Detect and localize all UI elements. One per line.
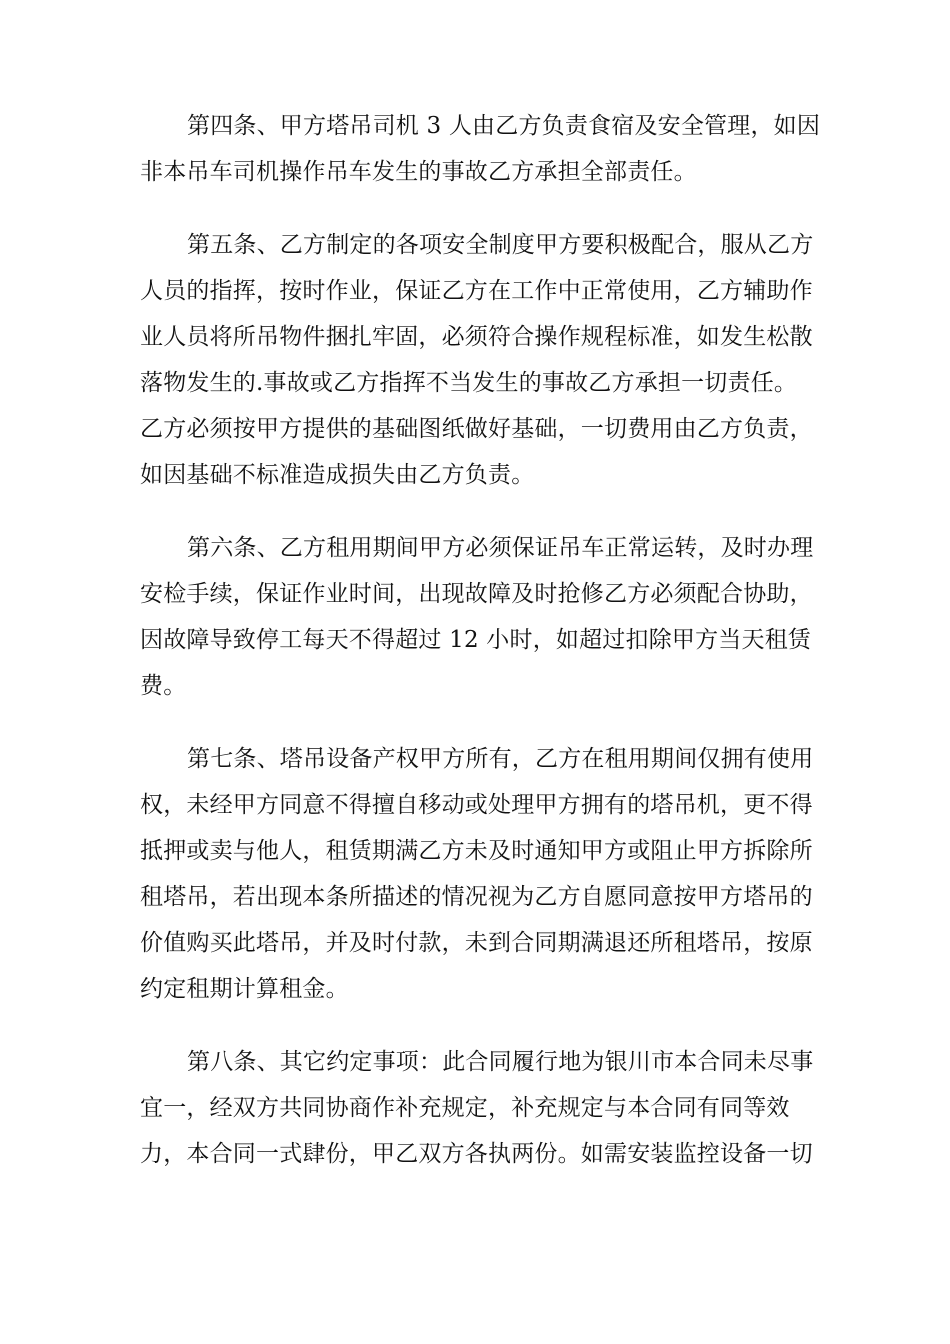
- paragraph-line: 约定租期计算租金。: [140, 976, 349, 1002]
- paragraph-line: 第五条、乙方制定的各项安全制度甲方要积极配合，服从乙方: [187, 232, 814, 258]
- paragraph-article-7: [140, 736, 830, 1012]
- paragraph-article-8: [140, 1039, 830, 1177]
- paragraph-article-6: [140, 525, 830, 709]
- paragraph-line: 第四条、甲方塔吊司机 3 人由乙方负责食宿及安全管理，如因: [187, 113, 821, 139]
- paragraph-line: 乙方必须按甲方提供的基础图纸做好基础，一切费用由乙方负责，: [140, 416, 813, 442]
- paragraph-line: 第八条、其它约定事项：此合同履行地为银川市本合同未尽事: [187, 1049, 814, 1075]
- paragraph-line: 第七条、塔吊设备产权甲方所有，乙方在租用期间仅拥有使用: [187, 746, 814, 772]
- paragraph-line: 人员的指挥，按时作业，保证乙方在工作中正常使用，乙方辅助作: [140, 278, 813, 304]
- paragraph-line: 如因基础不标准造成损失由乙方负责。: [140, 462, 535, 488]
- paragraph-line: 权，未经甲方同意不得擅自移动或处理甲方拥有的塔吊机，更不得: [140, 792, 813, 818]
- paragraph-line: 第六条、乙方租用期间甲方必须保证吊车正常运转，及时办理: [187, 535, 814, 561]
- paragraph-line: 业人员将所吊物件捆扎牢固，必须符合操作规程标准，如发生松散: [140, 324, 813, 350]
- paragraph-line: 价值购买此塔吊，并及时付款，未到合同期满退还所租塔吊，按原: [140, 930, 813, 956]
- paragraph-article-4: [140, 103, 830, 195]
- paragraph-line: 安检手续，保证作业时间，出现故障及时抢修乙方必须配合协助，: [140, 581, 813, 607]
- document-body: [140, 103, 830, 1204]
- paragraph-article-5: [140, 222, 830, 498]
- paragraph-line: 租塔吊，若出现本条所描述的情况视为乙方自愿同意按甲方塔吊的: [140, 884, 813, 910]
- paragraph-line: 落物发生的.事故或乙方指挥不当发生的事故乙方承担一切责任。: [140, 370, 798, 396]
- paragraph-line: 抵押或卖与他人，租赁期满乙方未及时通知甲方或阻止甲方拆除所: [140, 838, 813, 864]
- paragraph-line: 力，本合同一式肆份，甲乙双方各执两份。如需安装监控设备一切: [140, 1141, 813, 1167]
- paragraph-line: 非本吊车司机操作吊车发生的事故乙方承担全部责任。: [140, 159, 697, 185]
- paragraph-line: 宜一，经双方共同协商作补充规定，补充规定与本合同有同等效: [140, 1095, 790, 1121]
- paragraph-line: 因故障导致停工每天不得超过 12 小时，如超过扣除甲方当天租赁: [140, 627, 812, 653]
- paragraph-line: 费。: [140, 673, 187, 699]
